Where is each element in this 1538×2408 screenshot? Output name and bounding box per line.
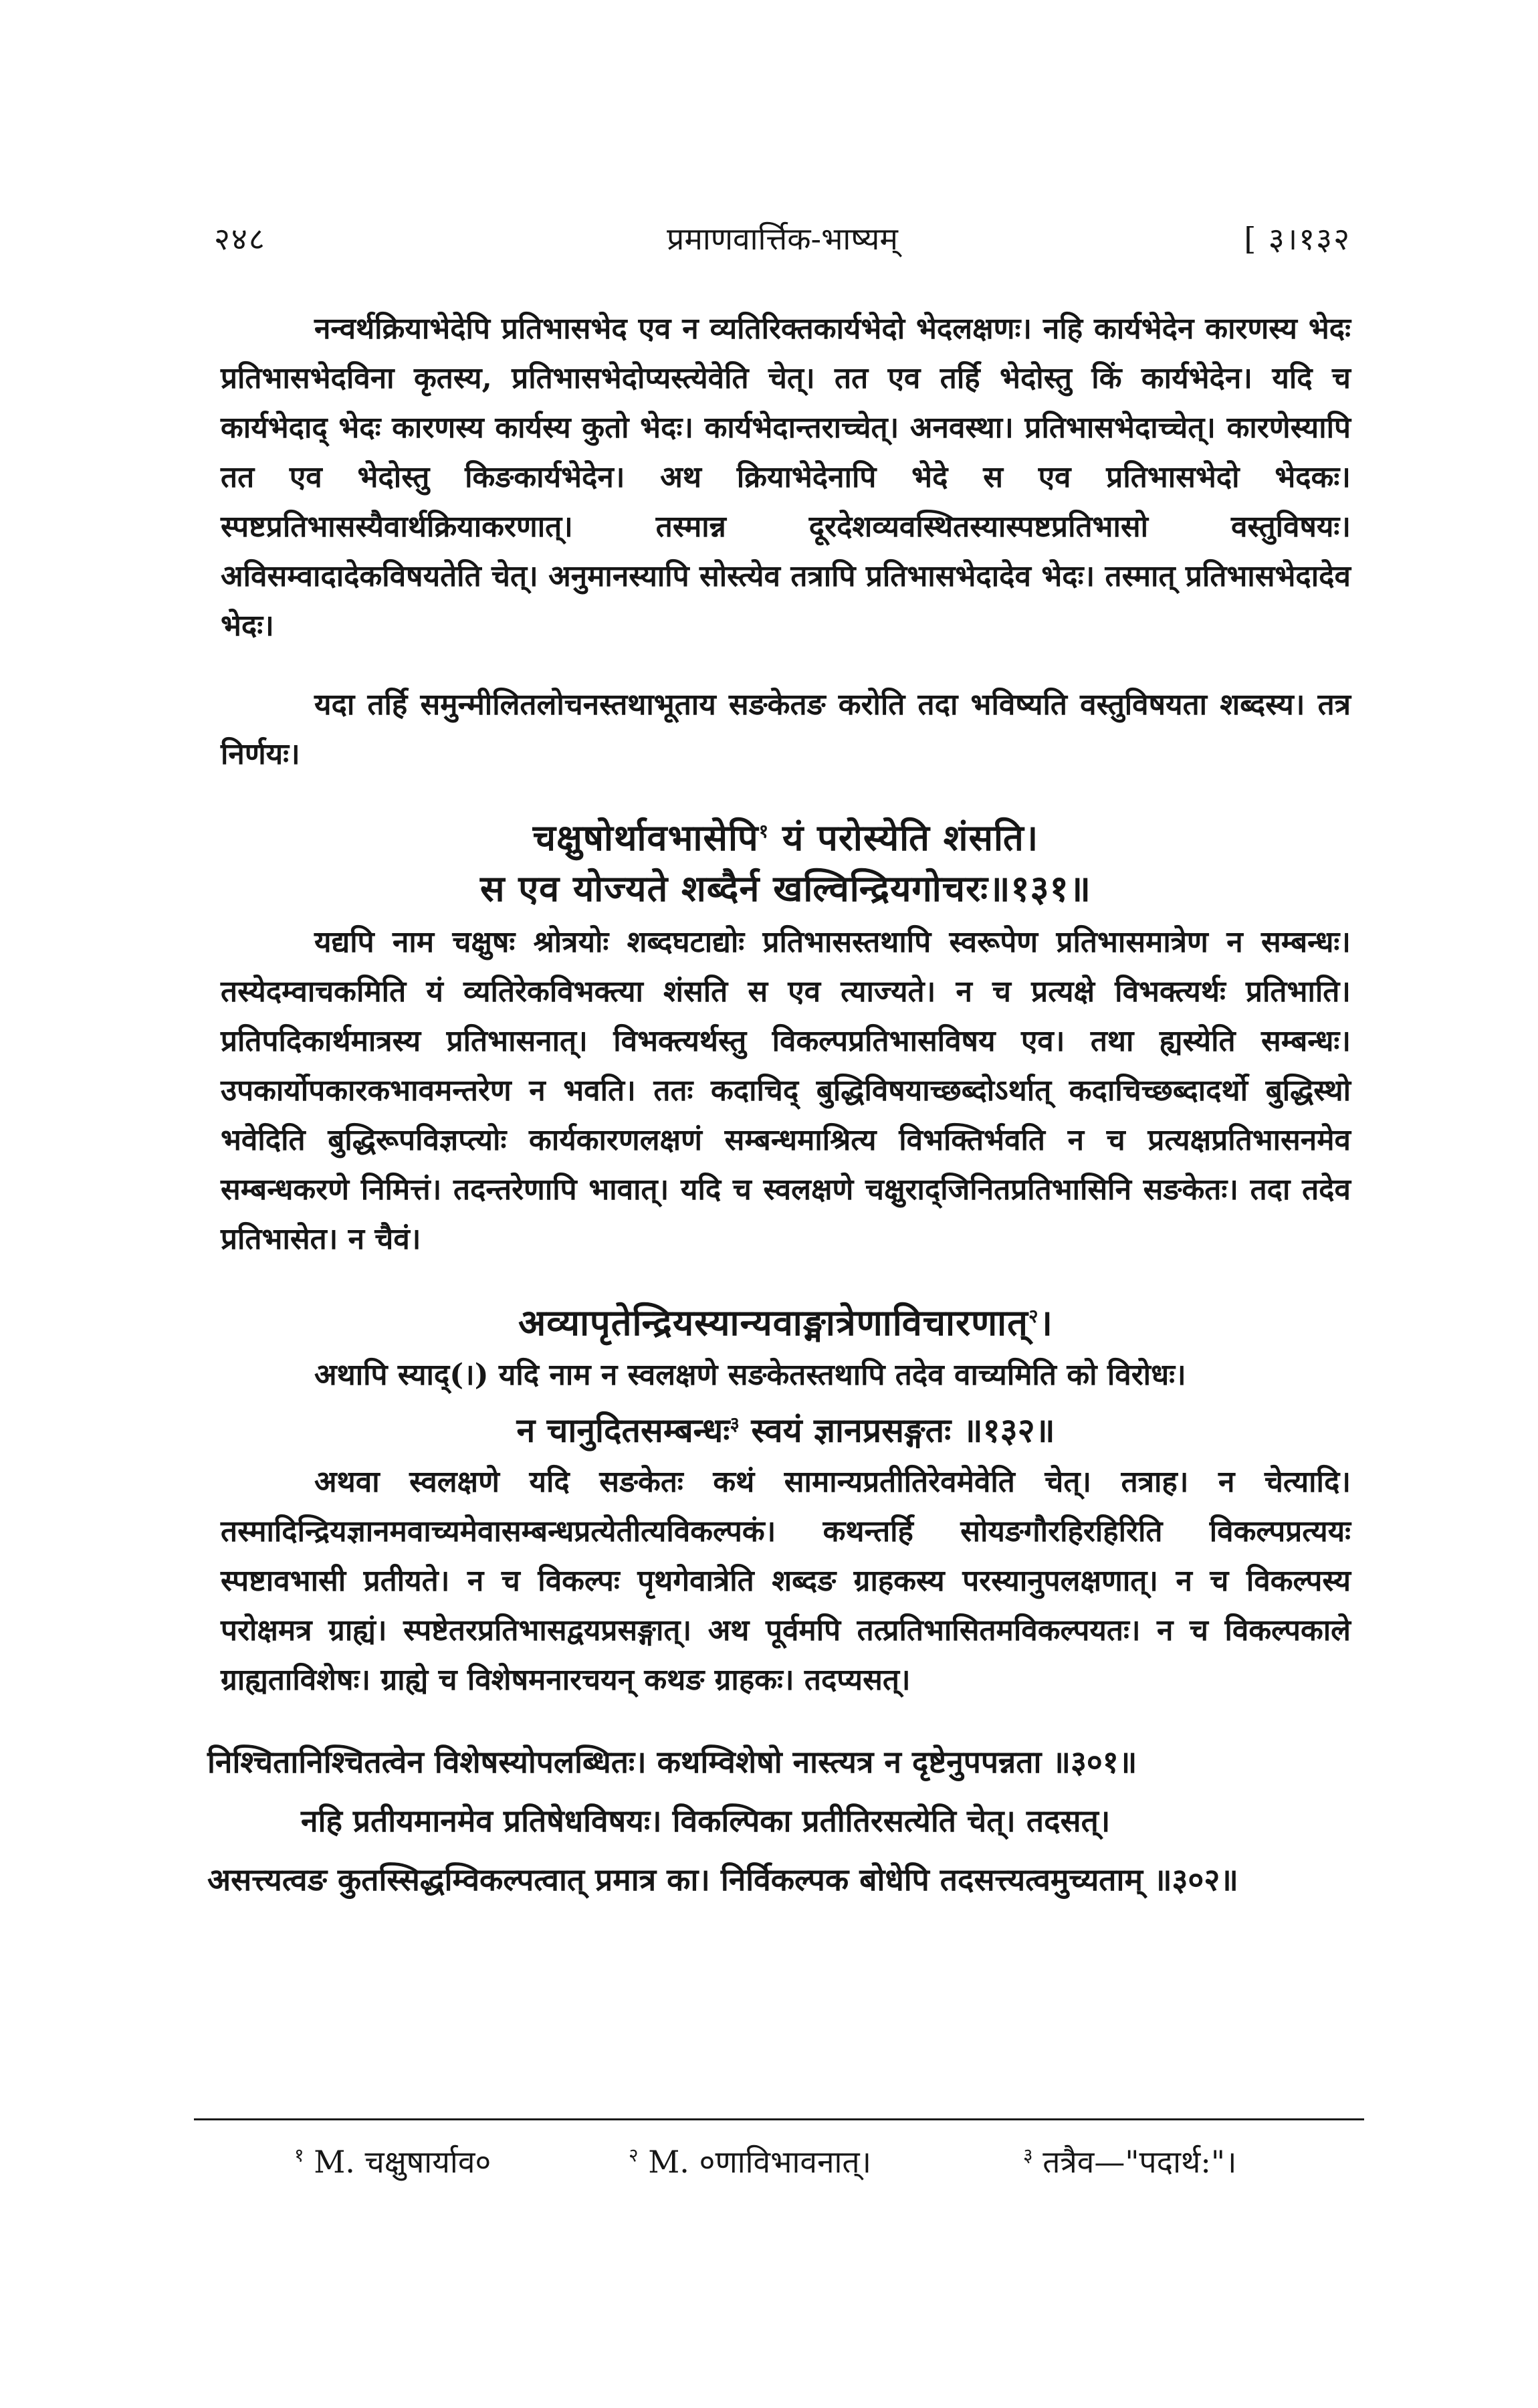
page-header xyxy=(214,217,1351,271)
karika-132-line-1-rest: । xyxy=(1038,1301,1053,1344)
paragraph-commentary-1: नन्वर्थक्रियाभेदेपि प्रतिभासभेद एव न व्यतिरिक्तकार्यभेदो भेदलक्षणः। नहि कार्यभेदेन कारणस्य भेदः प्रतिभासभेदविना कृतस्य, प्रतिभासभेदोप्यस्त्येवेति चेत्। तत एव तर्हि भेदोस्तु किं कार्यभेदेन। यदि च कार्यभेदाद् भेदः कारणस्य कार्यस्य कुतो भेदः। कार्यभेदान्तराच्चेत्। अनवस्था। प्रतिभासभेदाच्चेत्। कारणेस्यापि तत एव भेदोस्तु किङकार्यभेदेन। अथ क्रियाभेदेनापि भेदे स एव प्रतिभासभेदो भेदकः। स्पष्टप्रतिभासस्यैवार्थक्रियाकरणात्। तस्मान्न दूरदेशव्यवस्थितस्यास्पष्टप्रतिभासो वस्तुविषयः। अविसम्वादादेकविषयतेति चेत्। अनुमानस्यापि सोस्त्येव तत्रापि प्रतिभासभेदादेव भेदः। तस्मात् प्रतिभासभेदादेव भेदः। xyxy=(221,312,1351,643)
footnote-1 xyxy=(294,2140,491,2182)
paragraph-commentary-5: अथवा स्वलक्षणे यदि सङकेतः कथं सामान्यप्रतीतिरेवमेवेति चेत्। तत्राह। न चेत्यादि। तस्मादिन्द्रियज्ञानमवाच्यमेवासम्बन्धप्रत्येतीत्यविकल्पकं। कथन्तर्हि सोयङगौरहिरहिरिति विकल्पप्रत्ययः स्पष्टावभासी प्रतीयते। न च विकल्पः पृथगेवात्रेति शब्दङ ग्राहकस्य परस्यानुपलक्षणात्। न च विकल्पस्य परोक्षमत्र ग्राह्यं। स्पष्टेतरप्रतिभासद्वयप्रसङ्गात्। अथ पूर्वमपि तत्प्रतिभासितमविकल्पयतः। न च विकल्पकाले ग्राह्यताविशेषः। ग्राह्ये च विशेषमनारचयन् कथङ ग्राहकः। तदप्यसत्। xyxy=(221,1464,1351,1697)
karika-131-line-1-rest: यं परोस्येति शंसति। xyxy=(769,816,1039,859)
footnote-1-mark: १ xyxy=(294,2144,304,2167)
prose-line-tadasat: नहि प्रतीयमानमेव प्रतिषेधविषयः। विकल्पिका प्रतीतिरसत्येति चेत्। तदसत्। xyxy=(301,1802,1111,1839)
section-reference: [ ३।१३२ xyxy=(1244,221,1351,257)
footnotes xyxy=(294,2140,1364,2187)
verse-302: असत्त्यत्वङ कुतस्सिद्धम्विकल्पत्वात् प्रमात्र का। निर्विकल्पक बोधेपि तदसत्त्यत्वमुच्यताम् ॥३०२॥ xyxy=(207,1861,1238,1898)
paragraph-commentary-2: यदा तर्हि समुन्मीलितलोचनस्तथाभूताय सङकेतङ करोति तदा भविष्यति वस्तुविषयता शब्दस्य। तत्र निर्णयः। xyxy=(221,688,1351,771)
running-title: प्रमाणवार्त्तिक-भाष्यम् xyxy=(667,221,898,257)
footnote-3 xyxy=(1023,2140,1237,2182)
karika-131-line-2: स एव योज्यते शब्दैर्न खल्विन्द्रियगोचरः॥१३१॥ xyxy=(479,867,1092,910)
footnote-2-text: M. ०णाविभावनात्। xyxy=(648,2144,872,2180)
karika-132-line-2-text: न चानुदितसम्बन्धः xyxy=(516,1410,730,1450)
footnote-marker-3: ३ xyxy=(730,1413,740,1435)
main-text xyxy=(207,304,1351,1904)
paragraph-commentary-3: यद्यपि नाम चक्षुषः श्रोत्रयोः शब्दघटाद्योः प्रतिभासस्तथापि स्वरूपेण प्रतिभासमात्रेण न सम्बन्धः। तस्येदम्वाचकमिति यं व्यतिरेकविभक्त्या शंसति स एव त्याज्यते। न च प्रत्यक्षे विभक्त्यर्थः प्रतिभाति। प्रतिपदिकार्थमात्रस्य प्रतिभासनात्। विभक्त्यर्थस्तु विकल्पप्रतिभासविषय एव। तथा ह्यस्येति सम्बन्धः। उपकार्योपकारकभावमन्तरेण न भवति। ततः कदाचिद् बुद्धिविषयाच्छब्दोऽर्थात् कदाचिच्छब्दादर्थो बुद्धिस्थो भवेदिति बुद्धिरूपविज्ञप्त्योः कार्यकारणलक्षणं सम्बन्धमाश्रित्य विभक्तिर्भवति न च प्रत्यक्षप्रतिभासनमेव सम्बन्धकरणे निमित्तं। तदन्तरेणापि भावात्। यदि च स्वलक्षणे चक्षुराद्जिनितप्रतिभासिनि सङकेतः। तदा तदेव प्रतिभासेत। न चैवं। xyxy=(221,925,1351,1256)
paragraph-commentary-4: अथापि स्याद्(।) यदि नाम न स्वलक्षणे सङकेतस्तथापि तदेव वाच्यमिति को विरोधः। xyxy=(314,1358,1186,1392)
karika-132-line-2 xyxy=(221,1400,1351,1455)
karika-131-line-1 xyxy=(221,806,1351,863)
karika-132-line-1-text: अव्यापृतेन्द्रियस्यान्यवाङ्मात्रेणाविचारणात् xyxy=(518,1301,1028,1344)
karika-132-line-2-rest: स्वयं ज्ञानप्रसङ्गतः ॥१३२॥ xyxy=(739,1410,1055,1450)
footnote-marker-2: २ xyxy=(1028,1305,1039,1327)
footnote-3-mark: ३ xyxy=(1023,2144,1033,2167)
footnote-2-mark: २ xyxy=(629,2144,639,2167)
footnote-2 xyxy=(629,2140,871,2182)
karika-132-line-1 xyxy=(221,1291,1351,1348)
footnote-divider xyxy=(194,2118,1364,2120)
verse-301: निश्चितानिश्चितत्वेन विशेषस्योपलब्धितः। कथम्विशेषो नास्त्यत्र न दृष्टेनुपपन्नता ॥३०१॥ xyxy=(207,1743,1137,1780)
page-number: २४८ xyxy=(214,221,266,257)
footnote-1-text: M. चक्षुषार्याव० xyxy=(314,2144,491,2180)
karika-131-line-1-text: चक्षुषोर्थावभासेपि xyxy=(532,816,759,859)
footnote-3-text: तत्रैव—"पदार्थ:"। xyxy=(1042,2144,1237,2180)
footnote-marker-1: १ xyxy=(758,820,770,842)
